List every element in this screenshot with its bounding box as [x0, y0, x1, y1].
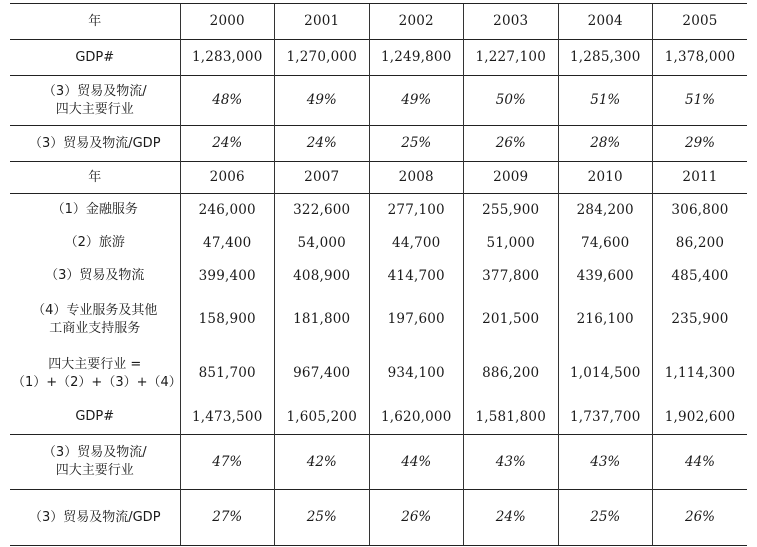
value-cell: 439,600: [558, 260, 653, 293]
value-cell: 414,700: [369, 260, 464, 293]
year-header-cell: 2005: [653, 4, 748, 40]
year-header-row: [10, 162, 747, 194]
gdp-industry-table: [10, 3, 747, 546]
value-cell: 26%: [369, 490, 464, 546]
value-cell: 306,800: [653, 194, 748, 227]
value-cell: 886,200: [464, 347, 559, 401]
year-header-cell: 2010: [558, 162, 653, 194]
value-cell: 197,600: [369, 293, 464, 347]
value-cell: 1,114,300: [653, 347, 748, 401]
value-cell: 1,270,000: [275, 40, 370, 76]
value-cell: 51%: [653, 76, 748, 126]
row-label: （3）贸易及物流/ 四大主要行业: [10, 435, 180, 490]
value-cell: 1,378,000: [653, 40, 748, 76]
value-cell: 399,400: [180, 260, 275, 293]
row-label: （3）贸易及物流/GDP: [10, 126, 180, 162]
table-row: [10, 293, 747, 347]
value-cell: 255,900: [464, 194, 559, 227]
row-label: （3）贸易及物流/ 四大主要行业: [10, 76, 180, 126]
year-header-cell: 2001: [275, 4, 370, 40]
table-row: [10, 490, 747, 546]
value-cell: 74,600: [558, 227, 653, 260]
table-row: [10, 347, 747, 401]
value-cell: 1,581,800: [464, 401, 559, 435]
value-cell: 377,800: [464, 260, 559, 293]
value-cell: 24%: [180, 126, 275, 162]
value-cell: 1,620,000: [369, 401, 464, 435]
row-label: （4）专业服务及其他 工商业支持服务: [32, 302, 158, 336]
value-cell: 216,100: [558, 293, 653, 347]
row-label: 四大主要行业 = （1）+（2）+（3）+（4）: [12, 356, 182, 390]
value-cell: 1,249,800: [369, 40, 464, 76]
year-header-label: 年: [10, 162, 180, 194]
value-cell: 86,200: [653, 227, 748, 260]
value-cell: 49%: [275, 76, 370, 126]
value-cell: 50%: [464, 76, 559, 126]
value-cell: 43%: [558, 435, 653, 490]
value-cell: 408,900: [275, 260, 370, 293]
row-label: （1）金融服务: [10, 194, 180, 227]
value-cell: 235,900: [653, 293, 748, 347]
table-row: [10, 260, 747, 293]
value-cell: 25%: [369, 126, 464, 162]
value-cell: 277,100: [369, 194, 464, 227]
year-header-cell: 2004: [558, 4, 653, 40]
value-cell: 1,902,600: [653, 401, 748, 435]
value-cell: 26%: [464, 126, 559, 162]
value-cell: 1,473,500: [180, 401, 275, 435]
value-cell: 158,900: [180, 293, 275, 347]
value-cell: 44,700: [369, 227, 464, 260]
value-cell: 48%: [180, 76, 275, 126]
row-label: GDP#: [10, 40, 180, 76]
value-cell: 29%: [653, 126, 748, 162]
value-cell: 967,400: [275, 347, 370, 401]
value-cell: 51,000: [464, 227, 559, 260]
value-cell: 485,400: [653, 260, 748, 293]
value-cell: 27%: [180, 490, 275, 546]
value-cell: 24%: [275, 126, 370, 162]
year-header-cell: 2009: [464, 162, 559, 194]
value-cell: 43%: [464, 435, 559, 490]
year-header-cell: 2000: [180, 4, 275, 40]
year-header-cell: 2011: [653, 162, 748, 194]
value-cell: 1,737,700: [558, 401, 653, 435]
value-cell: 25%: [558, 490, 653, 546]
year-header-row: [10, 4, 747, 40]
value-cell: 934,100: [369, 347, 464, 401]
value-cell: 322,600: [275, 194, 370, 227]
value-cell: 1,283,000: [180, 40, 275, 76]
value-cell: 851,700: [180, 347, 275, 401]
table-row: [10, 194, 747, 227]
table-row: [10, 76, 747, 126]
value-cell: 25%: [275, 490, 370, 546]
value-cell: 284,200: [558, 194, 653, 227]
value-cell: 54,000: [275, 227, 370, 260]
row-label: （3）贸易及物流/GDP: [10, 490, 180, 546]
value-cell: 1,014,500: [558, 347, 653, 401]
value-cell: 26%: [653, 490, 748, 546]
table-row: [10, 401, 747, 435]
table-row: [10, 126, 747, 162]
value-cell: 44%: [369, 435, 464, 490]
value-cell: 246,000: [180, 194, 275, 227]
value-cell: 51%: [558, 76, 653, 126]
year-header-cell: 2002: [369, 4, 464, 40]
year-header-cell: 2006: [180, 162, 275, 194]
data-table-container: [10, 3, 747, 546]
row-label: （3）贸易及物流: [45, 268, 145, 283]
value-cell: 49%: [369, 76, 464, 126]
year-header-cell: 2007: [275, 162, 370, 194]
table-row: [10, 435, 747, 490]
row-label: （2）旅游: [64, 235, 125, 250]
value-cell: 201,500: [464, 293, 559, 347]
value-cell: 44%: [653, 435, 748, 490]
row-label: GDP#: [75, 409, 115, 425]
value-cell: 42%: [275, 435, 370, 490]
value-cell: 28%: [558, 126, 653, 162]
year-header-label: 年: [10, 4, 180, 40]
value-cell: 24%: [464, 490, 559, 546]
table-row: [10, 227, 747, 260]
value-cell: 1,605,200: [275, 401, 370, 435]
value-cell: 1,227,100: [464, 40, 559, 76]
year-header-cell: 2008: [369, 162, 464, 194]
value-cell: 1,285,300: [558, 40, 653, 76]
value-cell: 181,800: [275, 293, 370, 347]
value-cell: 47%: [180, 435, 275, 490]
table-row: [10, 40, 747, 76]
value-cell: 47,400: [180, 227, 275, 260]
year-header-cell: 2003: [464, 4, 559, 40]
